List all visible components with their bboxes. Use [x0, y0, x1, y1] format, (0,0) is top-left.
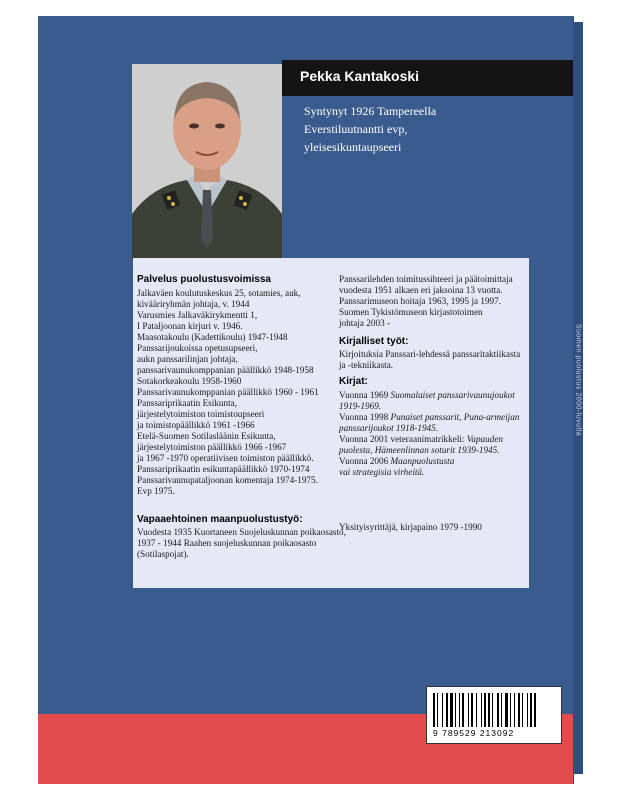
- service-line: Evp 1975.: [137, 486, 175, 496]
- barcode-bar: [450, 693, 453, 727]
- service-line: Maasotakoulu (Kadettikoulu) 1947-1948: [137, 332, 288, 342]
- service-line: Panssariprikaatin Esikunta,: [137, 398, 238, 408]
- book-title: Maanpuolustusta: [390, 456, 455, 466]
- writings-line: Kirjoituksia Panssari-lehdessä panssaritaktiikasta: [339, 349, 521, 359]
- bio-line: Syntynyt 1926 Tampereella: [304, 104, 437, 118]
- book-entry: Vuonna 1998 Punaiset panssarit, Puna-armeijan: [339, 412, 520, 422]
- barcode-bar: [534, 693, 536, 727]
- business-line: Yksityisyrittäjä, kirjapaino 1979 -1990: [339, 522, 482, 532]
- writings-heading: Kirjalliset työt:: [339, 336, 409, 347]
- barcode-bar: [527, 693, 528, 727]
- service-line: aukn panssarilinjan johtaja,: [137, 354, 238, 364]
- barcode-bar: [476, 693, 477, 727]
- service-line: Sotakorkeakoulu 1958-1960: [137, 376, 242, 386]
- book-title: 1919-1969.: [339, 401, 382, 411]
- service-line: panssarivaunukomppanian päällikkö 1948-1958: [137, 365, 314, 375]
- service-line: ja 1967 -1970 operatiivisen toimiston päällikkö.: [137, 453, 314, 463]
- editor-line: johtaja 2003 -: [339, 318, 391, 328]
- service-line: Panssarivaunukomppanian päällikkö 1960 - 1961: [137, 387, 319, 397]
- barcode-bar: [433, 693, 435, 727]
- book-entry: Vuonna 2001 veteraanimatrikkeli: Vapauden: [339, 434, 504, 444]
- barcode-bar: [442, 693, 443, 727]
- service-line: I Pataljoonan kirjuri v. 1946.: [137, 321, 243, 331]
- service-line: järjestelytoimiston päällikkö 1966 -1967: [137, 442, 287, 452]
- barcode-bars: [433, 693, 555, 727]
- writings-list: [339, 349, 520, 371]
- volunteer-line: (Sotilaspojat).: [137, 549, 189, 559]
- service-line: Panssarivaunupataljoonan komentaja 1974-1975.: [137, 475, 318, 485]
- barcode-bar: [514, 693, 515, 727]
- barcode-bar: [446, 693, 448, 727]
- editor-line: Panssarilehden toimitussihteeri ja päätoimittaja: [339, 274, 513, 284]
- barcode-bar: [455, 693, 456, 727]
- barcode-bar: [518, 693, 520, 727]
- book-title: Punaiset panssarit, Puna-armeijan: [390, 412, 520, 422]
- isbn-number: 9 789529 213092: [433, 728, 515, 738]
- service-list: [137, 288, 319, 497]
- bio-line: yleisesikuntaupseeri: [304, 140, 402, 154]
- barcode-bar: [462, 693, 464, 727]
- volunteer-list: [137, 527, 346, 560]
- service-line: Etelä-Suomen Sotilasläänin Esikunta,: [137, 431, 276, 441]
- barcode-bar: [501, 693, 502, 727]
- books-list: [339, 390, 519, 478]
- barcode-bar: [468, 693, 469, 727]
- spine-title: Suomen puolustus 2000-luvulla: [574, 323, 582, 437]
- book-entry: Vuonna 2006 Maanpuolustusta: [339, 456, 455, 466]
- volunteer-line: Vuodesta 1935 Kuortaneen Suojeluskunnan poikaosasto,: [137, 527, 346, 537]
- editor-line: vuodesta 1951 alkaen eri jaksoina 13 vuotta.: [339, 285, 503, 295]
- service-line: Panssarijoukoissa opetusupseeri,: [137, 343, 258, 353]
- barcode-bar: [459, 693, 460, 727]
- volunteer-line: 1937 - 1944 Raahen suojeluskunnan poikaosasto: [137, 538, 317, 548]
- service-line: kivääriryhmän johtaja, v. 1944: [137, 299, 250, 309]
- service-heading: Palvelus puolustusvoimissa: [137, 274, 271, 285]
- editor-line: Panssarimuseon hoitaja 1963, 1995 ja 1997.: [339, 296, 502, 306]
- bio-line: Everstiluutnantti evp,: [304, 122, 408, 136]
- service-line: Panssariprikaatin esikuntapäällikkö 1970-1974: [137, 464, 310, 474]
- service-line: ja toimistopäällikkö 1961 -1966: [137, 420, 255, 430]
- barcode-bar: [522, 693, 523, 727]
- barcode-bar: [437, 693, 438, 727]
- books-heading: Kirjat:: [339, 376, 368, 387]
- barcode-bar: [488, 693, 490, 727]
- author-name: Pekka Kantakoski: [300, 68, 420, 84]
- service-line: järjestelytoimiston toimistoupseeri: [137, 409, 265, 419]
- service-line: Jalkaväen koulutuskeskus 25, sotamies, auk,: [137, 288, 301, 298]
- volunteer-heading: Vapaaehtoinen maanpuolustustyö:: [137, 514, 303, 525]
- editor-line: Suomen Tykistömuseon kirjastotoimen: [339, 307, 483, 317]
- book-title: Vapauden: [466, 434, 504, 444]
- barcode-bar: [530, 693, 532, 727]
- barcode-bar: [481, 693, 482, 727]
- barcode-bar: [497, 693, 499, 727]
- portrait-illustration: [132, 64, 282, 260]
- book-title: puolesta, Hämeenlinnan soturit 1939-1945.: [339, 445, 500, 455]
- author-bio: [304, 102, 436, 156]
- barcode-bar: [505, 693, 508, 727]
- barcode-bar: [484, 693, 486, 727]
- barcode-bar: [492, 693, 493, 727]
- writings-line: ja -tekniikasta.: [339, 360, 394, 370]
- barcode-bar: [471, 693, 473, 727]
- author-photo: [132, 64, 282, 260]
- editor-info: [339, 274, 513, 329]
- service-line: Varusmies Jalkaväkirykmentti 1,: [137, 310, 258, 320]
- book-title: vai strategisia virheitä.: [339, 467, 425, 477]
- book-title: Suomalaiset panssarivaunujoukot: [390, 390, 515, 400]
- book-entry: Vuonna 1969 Suomalaiset panssarivaunujoukot: [339, 390, 515, 400]
- book-title: panssarijoukot 1918-1945.: [339, 423, 439, 433]
- barcode-bar: [510, 693, 511, 727]
